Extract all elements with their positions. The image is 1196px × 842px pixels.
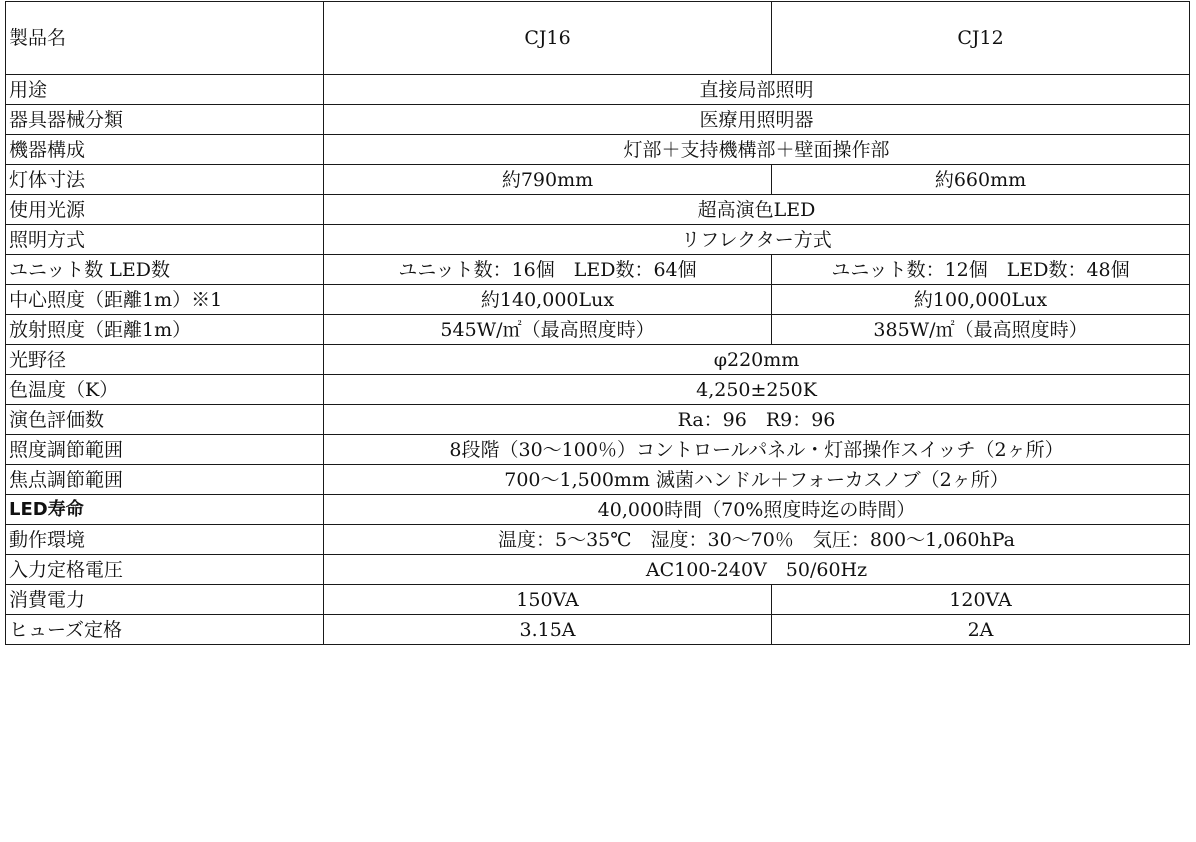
row-label: 照明方式 xyxy=(6,225,324,255)
row-value-cj12: 385W/㎡（最高照度時） xyxy=(772,315,1190,345)
row-value-cj16: 150VA xyxy=(324,585,772,615)
row-value: 700～1,500mm 滅菌ハンドル＋フォーカスノブ（2ヶ所） xyxy=(324,465,1190,495)
row-label: 機器構成 xyxy=(6,135,324,165)
header-row xyxy=(6,2,1190,75)
row-illuminance-adjust xyxy=(6,435,1190,465)
row-value-cj12: ユニット数：12個 LED数：48個 xyxy=(772,255,1190,285)
row-value: AC100-240V 50/60Hz xyxy=(324,555,1190,585)
row-label: 放射照度（距離1m） xyxy=(6,315,324,345)
row-label: ユニット数 LED数 xyxy=(6,255,324,285)
row-light-field-diameter xyxy=(6,345,1190,375)
row-value-cj12: 約100,000Lux xyxy=(772,285,1190,315)
row-operating-environment xyxy=(6,525,1190,555)
row-value-cj16: ユニット数：16個 LED数：64個 xyxy=(324,255,772,285)
row-value-cj16: 約140,000Lux xyxy=(324,285,772,315)
row-label: 動作環境 xyxy=(6,525,324,555)
row-rated-voltage xyxy=(6,555,1190,585)
row-label: 演色評価数 xyxy=(6,405,324,435)
row-value-cj16: 545W/㎡（最高照度時） xyxy=(324,315,772,345)
row-unit-led-count xyxy=(6,255,1190,285)
row-value: Ra：96 R9：96 xyxy=(324,405,1190,435)
row-value-cj12: 2A xyxy=(772,615,1190,645)
row-label: 照度調節範囲 xyxy=(6,435,324,465)
row-label: 焦点調節範囲 xyxy=(6,465,324,495)
row-light-source xyxy=(6,195,1190,225)
row-configuration xyxy=(6,135,1190,165)
row-color-temperature xyxy=(6,375,1190,405)
row-label: 用途 xyxy=(6,75,324,105)
row-value: 灯部＋支持機構部＋壁面操作部 xyxy=(324,135,1190,165)
header-model-cj12: CJ12 xyxy=(772,2,1190,75)
header-model-cj16: CJ16 xyxy=(324,2,772,75)
row-label: 器具器械分類 xyxy=(6,105,324,135)
row-lighting-method xyxy=(6,225,1190,255)
row-value: リフレクター方式 xyxy=(324,225,1190,255)
row-value: 医療用照明器 xyxy=(324,105,1190,135)
row-lamp-dimension xyxy=(6,165,1190,195)
row-device-class xyxy=(6,105,1190,135)
row-value: 8段階（30～100％）コントロールパネル・灯部操作スイッチ（2ヶ所） xyxy=(324,435,1190,465)
row-value-cj16: 約790mm xyxy=(324,165,772,195)
row-led-lifetime xyxy=(6,495,1190,525)
row-value: 4,250±250K xyxy=(324,375,1190,405)
row-label: 灯体寸法 xyxy=(6,165,324,195)
row-power-consumption xyxy=(6,585,1190,615)
row-fuse-rating xyxy=(6,615,1190,645)
row-color-rendering xyxy=(6,405,1190,435)
row-value: 超高演色LED xyxy=(324,195,1190,225)
spec-table xyxy=(5,1,1190,645)
row-label: 中心照度（距離1m）※1 xyxy=(6,285,324,315)
row-value-cj16: 3.15A xyxy=(324,615,772,645)
row-application xyxy=(6,75,1190,105)
row-irradiance xyxy=(6,315,1190,345)
row-value-cj12: 約660mm xyxy=(772,165,1190,195)
row-value: 40,000時間（70%照度時迄の時間） xyxy=(324,495,1190,525)
row-focus-adjust xyxy=(6,465,1190,495)
row-label: 色温度（K） xyxy=(6,375,324,405)
row-center-illuminance xyxy=(6,285,1190,315)
row-value: φ220mm xyxy=(324,345,1190,375)
row-label: 使用光源 xyxy=(6,195,324,225)
row-value: 直接局部照明 xyxy=(324,75,1190,105)
row-value-cj12: 120VA xyxy=(772,585,1190,615)
row-label: 入力定格電圧 xyxy=(6,555,324,585)
row-label: 消費電力 xyxy=(6,585,324,615)
row-label: ヒューズ定格 xyxy=(6,615,324,645)
header-label: 製品名 xyxy=(6,2,324,75)
row-value: 温度：5～35℃ 湿度：30～70％ 気圧：800～1,060hPa xyxy=(324,525,1190,555)
row-label: LED寿命 xyxy=(6,495,324,525)
row-label: 光野径 xyxy=(6,345,324,375)
